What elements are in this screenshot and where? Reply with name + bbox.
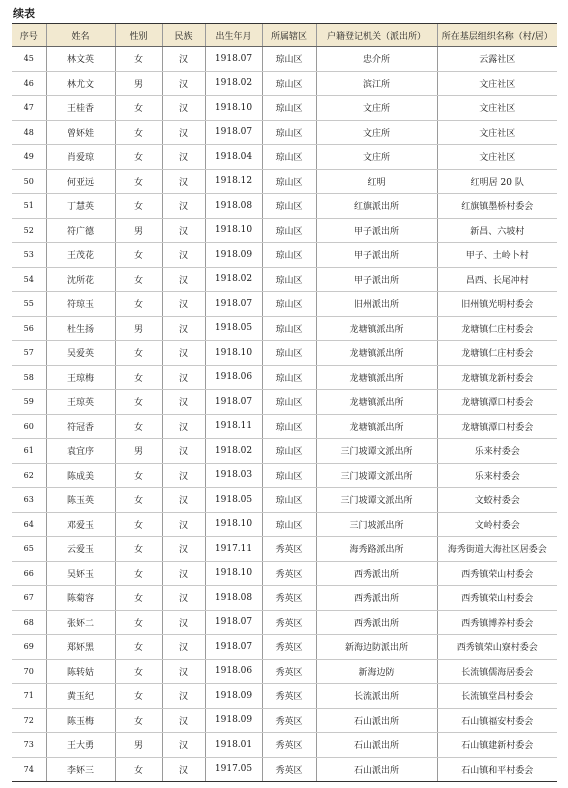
- cell-ethnicity: 汉: [162, 218, 205, 243]
- table-row: [12, 71, 557, 96]
- cell-gender: 女: [115, 512, 162, 537]
- cell-police-station: 红旗派出所: [316, 194, 437, 219]
- cell-ethnicity: 汉: [162, 586, 205, 611]
- cell-birth-date: 1918.07: [205, 635, 262, 660]
- cell-district: 秀英区: [262, 684, 316, 709]
- cell-community: 文庄社区: [437, 71, 557, 96]
- cell-district: 琼山区: [262, 243, 316, 268]
- cell-police-station: 旧州派出所: [316, 292, 437, 317]
- cell-index: 51: [12, 194, 46, 219]
- cell-index: 72: [12, 708, 46, 733]
- table-row: [12, 659, 557, 684]
- cell-index: 45: [12, 47, 46, 72]
- table-row: [12, 439, 557, 464]
- cell-district: 秀英区: [262, 635, 316, 660]
- cell-gender: 女: [115, 708, 162, 733]
- cell-gender: 女: [115, 292, 162, 317]
- cell-district: 琼山区: [262, 145, 316, 170]
- cell-name: 肖爱琼: [46, 145, 115, 170]
- cell-birth-date: 1918.09: [205, 684, 262, 709]
- cell-ethnicity: 汉: [162, 267, 205, 292]
- cell-community: 石山镇和平村委会: [437, 757, 557, 782]
- cell-birth-date: 1918.11: [205, 414, 262, 439]
- cell-ethnicity: 汉: [162, 757, 205, 782]
- cell-name: 吴爱英: [46, 341, 115, 366]
- cell-name: 李妚三: [46, 757, 115, 782]
- cell-police-station: 三门坡谭文派出所: [316, 439, 437, 464]
- table-row: [12, 316, 557, 341]
- cell-community: 龙塘镇潭口村委会: [437, 414, 557, 439]
- cell-district: 琼山区: [262, 365, 316, 390]
- cell-police-station: 龙塘镇派出所: [316, 365, 437, 390]
- cell-name: 陈玉英: [46, 488, 115, 513]
- cell-gender: 女: [115, 463, 162, 488]
- cell-community: 文蛟村委会: [437, 488, 557, 513]
- table-row: [12, 47, 557, 72]
- cell-police-station: 甲子派出所: [316, 218, 437, 243]
- cell-police-station: 甲子派出所: [316, 267, 437, 292]
- cell-birth-date: 1918.12: [205, 169, 262, 194]
- cell-community: 龙塘镇仁庄村委会: [437, 316, 557, 341]
- cell-community: 文庄社区: [437, 96, 557, 121]
- cell-police-station: 龙塘镇派出所: [316, 316, 437, 341]
- cell-police-station: 三门坡谭文派出所: [316, 488, 437, 513]
- col-header-index: 序号: [12, 24, 46, 47]
- cell-index: 58: [12, 365, 46, 390]
- cell-birth-date: 1918.07: [205, 120, 262, 145]
- cell-gender: 女: [115, 120, 162, 145]
- cell-gender: 女: [115, 47, 162, 72]
- table-row: [12, 96, 557, 121]
- cell-police-station: 西秀派出所: [316, 610, 437, 635]
- cell-district: 琼山区: [262, 488, 316, 513]
- cell-community: 龙塘镇潭口村委会: [437, 390, 557, 415]
- cell-police-station: 新海边防: [316, 659, 437, 684]
- cell-gender: 女: [115, 267, 162, 292]
- cell-ethnicity: 汉: [162, 194, 205, 219]
- col-header-birth-date: 出生年月: [205, 24, 262, 47]
- cell-index: 70: [12, 659, 46, 684]
- cell-community: 长流镇堂昌村委会: [437, 684, 557, 709]
- cell-district: 琼山区: [262, 218, 316, 243]
- cell-birth-date: 1918.07: [205, 390, 262, 415]
- cell-birth-date: 1918.07: [205, 47, 262, 72]
- cell-ethnicity: 汉: [162, 610, 205, 635]
- cell-police-station: 红明: [316, 169, 437, 194]
- cell-name: 符琼玉: [46, 292, 115, 317]
- cell-name: 陈玉梅: [46, 708, 115, 733]
- cell-police-station: 甲子派出所: [316, 243, 437, 268]
- cell-name: 吴妚玉: [46, 561, 115, 586]
- cell-name: 王琼梅: [46, 365, 115, 390]
- col-header-gender: 性别: [115, 24, 162, 47]
- cell-gender: 女: [115, 684, 162, 709]
- cell-ethnicity: 汉: [162, 512, 205, 537]
- cell-birth-date: 1917.05: [205, 757, 262, 782]
- cell-index: 46: [12, 71, 46, 96]
- cell-birth-date: 1918.02: [205, 71, 262, 96]
- cell-birth-date: 1918.08: [205, 586, 262, 611]
- cell-police-station: 石山派出所: [316, 708, 437, 733]
- cell-gender: 男: [115, 71, 162, 96]
- cell-community: 海秀街道大海社区居委会: [437, 537, 557, 562]
- cell-index: 67: [12, 586, 46, 611]
- cell-gender: 女: [115, 194, 162, 219]
- cell-name: 陈成美: [46, 463, 115, 488]
- cell-police-station: 文庄所: [316, 120, 437, 145]
- cell-index: 47: [12, 96, 46, 121]
- cell-community: 长流镇儒海居委会: [437, 659, 557, 684]
- cell-name: 王琼英: [46, 390, 115, 415]
- cell-ethnicity: 汉: [162, 463, 205, 488]
- cell-police-station: 滨江所: [316, 71, 437, 96]
- table-row: [12, 586, 557, 611]
- cell-community: 红明居 20 队: [437, 169, 557, 194]
- cell-index: 50: [12, 169, 46, 194]
- cell-ethnicity: 汉: [162, 708, 205, 733]
- cell-district: 秀英区: [262, 537, 316, 562]
- cell-police-station: 海秀路派出所: [316, 537, 437, 562]
- cell-community: 乐来村委会: [437, 463, 557, 488]
- table-row: [12, 145, 557, 170]
- cell-police-station: 文庄所: [316, 96, 437, 121]
- cell-community: 龙塘镇龙新村委会: [437, 365, 557, 390]
- cell-birth-date: 1918.10: [205, 341, 262, 366]
- table-row: [12, 635, 557, 660]
- cell-police-station: 西秀派出所: [316, 561, 437, 586]
- cell-community: 红旗镇墨桥村委会: [437, 194, 557, 219]
- cell-name: 丁慧英: [46, 194, 115, 219]
- table-row: [12, 120, 557, 145]
- table-row: [12, 684, 557, 709]
- cell-ethnicity: 汉: [162, 47, 205, 72]
- table-row: [12, 390, 557, 415]
- cell-birth-date: 1918.10: [205, 218, 262, 243]
- cell-police-station: 石山派出所: [316, 733, 437, 758]
- table-row: [12, 218, 557, 243]
- cell-community: 石山镇福安村委会: [437, 708, 557, 733]
- col-header-ethnicity: 民族: [162, 24, 205, 47]
- cell-police-station: 三门坡谭文派出所: [316, 463, 437, 488]
- cell-name: 邓爱玉: [46, 512, 115, 537]
- cell-district: 秀英区: [262, 561, 316, 586]
- cell-index: 48: [12, 120, 46, 145]
- cell-police-station: 三门坡派出所: [316, 512, 437, 537]
- cell-district: 琼山区: [262, 120, 316, 145]
- table-row: [12, 708, 557, 733]
- cell-community: 甲子、土岭卜村: [437, 243, 557, 268]
- cell-birth-date: 1917.11: [205, 537, 262, 562]
- cell-name: 何亚远: [46, 169, 115, 194]
- cell-gender: 女: [115, 537, 162, 562]
- cell-district: 琼山区: [262, 439, 316, 464]
- table-row: [12, 537, 557, 562]
- table-row: [12, 292, 557, 317]
- cell-birth-date: 1918.05: [205, 488, 262, 513]
- cell-community: 文庄社区: [437, 145, 557, 170]
- cell-district: 琼山区: [262, 71, 316, 96]
- cell-gender: 女: [115, 414, 162, 439]
- cell-ethnicity: 汉: [162, 341, 205, 366]
- cell-index: 64: [12, 512, 46, 537]
- cell-name: 云爱玉: [46, 537, 115, 562]
- cell-district: 琼山区: [262, 194, 316, 219]
- cell-district: 秀英区: [262, 757, 316, 782]
- cell-district: 琼山区: [262, 463, 316, 488]
- cell-community: 西秀镇荣山村委会: [437, 561, 557, 586]
- cell-district: 秀英区: [262, 586, 316, 611]
- cell-ethnicity: 汉: [162, 488, 205, 513]
- cell-index: 74: [12, 757, 46, 782]
- cell-district: 琼山区: [262, 292, 316, 317]
- col-header-police-station: 户籍登记机关（派出所）: [316, 24, 437, 47]
- cell-birth-date: 1918.07: [205, 292, 262, 317]
- cell-ethnicity: 汉: [162, 684, 205, 709]
- cell-index: 63: [12, 488, 46, 513]
- cell-ethnicity: 汉: [162, 390, 205, 415]
- cell-district: 琼山区: [262, 390, 316, 415]
- cell-community: 文庄社区: [437, 120, 557, 145]
- cell-index: 54: [12, 267, 46, 292]
- col-header-name: 姓名: [46, 24, 115, 47]
- cell-district: 琼山区: [262, 414, 316, 439]
- cell-gender: 女: [115, 145, 162, 170]
- cell-gender: 女: [115, 586, 162, 611]
- cell-district: 秀英区: [262, 708, 316, 733]
- cell-birth-date: 1918.03: [205, 463, 262, 488]
- cell-district: 琼山区: [262, 47, 316, 72]
- cell-community: 昌西、长尾冲村: [437, 267, 557, 292]
- cell-gender: 男: [115, 218, 162, 243]
- cell-name: 林文英: [46, 47, 115, 72]
- cell-ethnicity: 汉: [162, 733, 205, 758]
- cell-birth-date: 1918.06: [205, 659, 262, 684]
- table-row: [12, 512, 557, 537]
- cell-index: 68: [12, 610, 46, 635]
- cell-district: 秀英区: [262, 733, 316, 758]
- cell-community: 云露社区: [437, 47, 557, 72]
- cell-index: 71: [12, 684, 46, 709]
- cell-name: 陈转姑: [46, 659, 115, 684]
- cell-name: 黄玉纪: [46, 684, 115, 709]
- cell-community: 乐来村委会: [437, 439, 557, 464]
- table-row: [12, 561, 557, 586]
- table-row: [12, 610, 557, 635]
- table-row: [12, 414, 557, 439]
- cell-index: 49: [12, 145, 46, 170]
- cell-police-station: 龙塘镇派出所: [316, 341, 437, 366]
- col-header-district: 所属辖区: [262, 24, 316, 47]
- cell-index: 61: [12, 439, 46, 464]
- cell-ethnicity: 汉: [162, 537, 205, 562]
- cell-gender: 女: [115, 169, 162, 194]
- cell-gender: 女: [115, 635, 162, 660]
- cell-name: 王桂香: [46, 96, 115, 121]
- cell-index: 52: [12, 218, 46, 243]
- cell-ethnicity: 汉: [162, 243, 205, 268]
- cell-birth-date: 1918.10: [205, 561, 262, 586]
- cell-gender: 女: [115, 96, 162, 121]
- cell-name: 张妚二: [46, 610, 115, 635]
- cell-ethnicity: 汉: [162, 316, 205, 341]
- cell-community: 新昌、六坡村: [437, 218, 557, 243]
- cell-gender: 男: [115, 439, 162, 464]
- cell-ethnicity: 汉: [162, 561, 205, 586]
- table-row: [12, 341, 557, 366]
- cell-police-station: 忠介所: [316, 47, 437, 72]
- table-row: [12, 243, 557, 268]
- cell-ethnicity: 汉: [162, 365, 205, 390]
- cell-gender: 女: [115, 488, 162, 513]
- col-header-community: 所在基层组织名称（村/居）: [437, 24, 557, 47]
- cell-gender: 男: [115, 316, 162, 341]
- cell-gender: 女: [115, 757, 162, 782]
- cell-community: 西秀镇荣山寮村委会: [437, 635, 557, 660]
- cell-gender: 女: [115, 659, 162, 684]
- cell-index: 60: [12, 414, 46, 439]
- cell-community: 石山镇建新村委会: [437, 733, 557, 758]
- cell-ethnicity: 汉: [162, 145, 205, 170]
- cell-name: 郑妚黑: [46, 635, 115, 660]
- cell-community: 旧州镇光明村委会: [437, 292, 557, 317]
- cell-index: 73: [12, 733, 46, 758]
- cell-community: 文岭村委会: [437, 512, 557, 537]
- table-row: [12, 757, 557, 782]
- cell-index: 62: [12, 463, 46, 488]
- cell-birth-date: 1918.10: [205, 512, 262, 537]
- cell-name: 符冠香: [46, 414, 115, 439]
- cell-community: 龙塘镇仁庄村委会: [437, 341, 557, 366]
- cell-index: 69: [12, 635, 46, 660]
- cell-name: 袁宜序: [46, 439, 115, 464]
- cell-birth-date: 1918.08: [205, 194, 262, 219]
- cell-district: 琼山区: [262, 341, 316, 366]
- table-caption: 续表: [13, 7, 35, 20]
- cell-community: 西秀镇荣山村委会: [437, 586, 557, 611]
- cell-ethnicity: 汉: [162, 659, 205, 684]
- cell-district: 琼山区: [262, 267, 316, 292]
- cell-ethnicity: 汉: [162, 292, 205, 317]
- cell-index: 57: [12, 341, 46, 366]
- cell-name: 林尤文: [46, 71, 115, 96]
- cell-ethnicity: 汉: [162, 635, 205, 660]
- cell-birth-date: 1918.02: [205, 439, 262, 464]
- cell-name: 杜生扬: [46, 316, 115, 341]
- cell-index: 56: [12, 316, 46, 341]
- cell-ethnicity: 汉: [162, 96, 205, 121]
- cell-birth-date: 1918.05: [205, 316, 262, 341]
- cell-district: 琼山区: [262, 512, 316, 537]
- cell-district: 秀英区: [262, 610, 316, 635]
- cell-birth-date: 1918.09: [205, 708, 262, 733]
- cell-district: 琼山区: [262, 169, 316, 194]
- table-row: [12, 169, 557, 194]
- cell-ethnicity: 汉: [162, 120, 205, 145]
- table-row: [12, 488, 557, 513]
- table-body: [12, 47, 557, 782]
- cell-birth-date: 1918.04: [205, 145, 262, 170]
- cell-district: 琼山区: [262, 316, 316, 341]
- cell-name: 陈菊容: [46, 586, 115, 611]
- cell-birth-date: 1918.02: [205, 267, 262, 292]
- cell-ethnicity: 汉: [162, 439, 205, 464]
- cell-birth-date: 1918.01: [205, 733, 262, 758]
- cell-gender: 女: [115, 243, 162, 268]
- cell-police-station: 石山派出所: [316, 757, 437, 782]
- table-row: [12, 463, 557, 488]
- cell-police-station: 文庄所: [316, 145, 437, 170]
- cell-name: 曾妚娃: [46, 120, 115, 145]
- cell-district: 琼山区: [262, 96, 316, 121]
- cell-index: 59: [12, 390, 46, 415]
- cell-gender: 女: [115, 610, 162, 635]
- cell-police-station: 龙塘镇派出所: [316, 414, 437, 439]
- cell-birth-date: 1918.07: [205, 610, 262, 635]
- table-row: [12, 365, 557, 390]
- table-row: [12, 194, 557, 219]
- cell-ethnicity: 汉: [162, 414, 205, 439]
- cell-gender: 女: [115, 390, 162, 415]
- cell-birth-date: 1918.06: [205, 365, 262, 390]
- cell-police-station: 西秀派出所: [316, 586, 437, 611]
- table-row: [12, 267, 557, 292]
- cell-ethnicity: 汉: [162, 71, 205, 96]
- cell-gender: 女: [115, 561, 162, 586]
- cell-index: 66: [12, 561, 46, 586]
- cell-police-station: 长流派出所: [316, 684, 437, 709]
- header-row: [12, 24, 557, 47]
- cell-name: 符广德: [46, 218, 115, 243]
- cell-community: 西秀镇博养村委会: [437, 610, 557, 635]
- cell-police-station: 龙塘镇派出所: [316, 390, 437, 415]
- cell-gender: 男: [115, 733, 162, 758]
- cell-gender: 女: [115, 341, 162, 366]
- cell-police-station: 新海边防派出所: [316, 635, 437, 660]
- cell-birth-date: 1918.10: [205, 96, 262, 121]
- cell-name: 王大勇: [46, 733, 115, 758]
- table-row: [12, 733, 557, 758]
- cell-ethnicity: 汉: [162, 169, 205, 194]
- cell-name: 沈所花: [46, 267, 115, 292]
- cell-index: 55: [12, 292, 46, 317]
- cell-gender: 女: [115, 365, 162, 390]
- cell-district: 秀英区: [262, 659, 316, 684]
- cell-index: 53: [12, 243, 46, 268]
- cell-name: 王茂花: [46, 243, 115, 268]
- registry-table: [12, 23, 557, 782]
- cell-index: 65: [12, 537, 46, 562]
- cell-birth-date: 1918.09: [205, 243, 262, 268]
